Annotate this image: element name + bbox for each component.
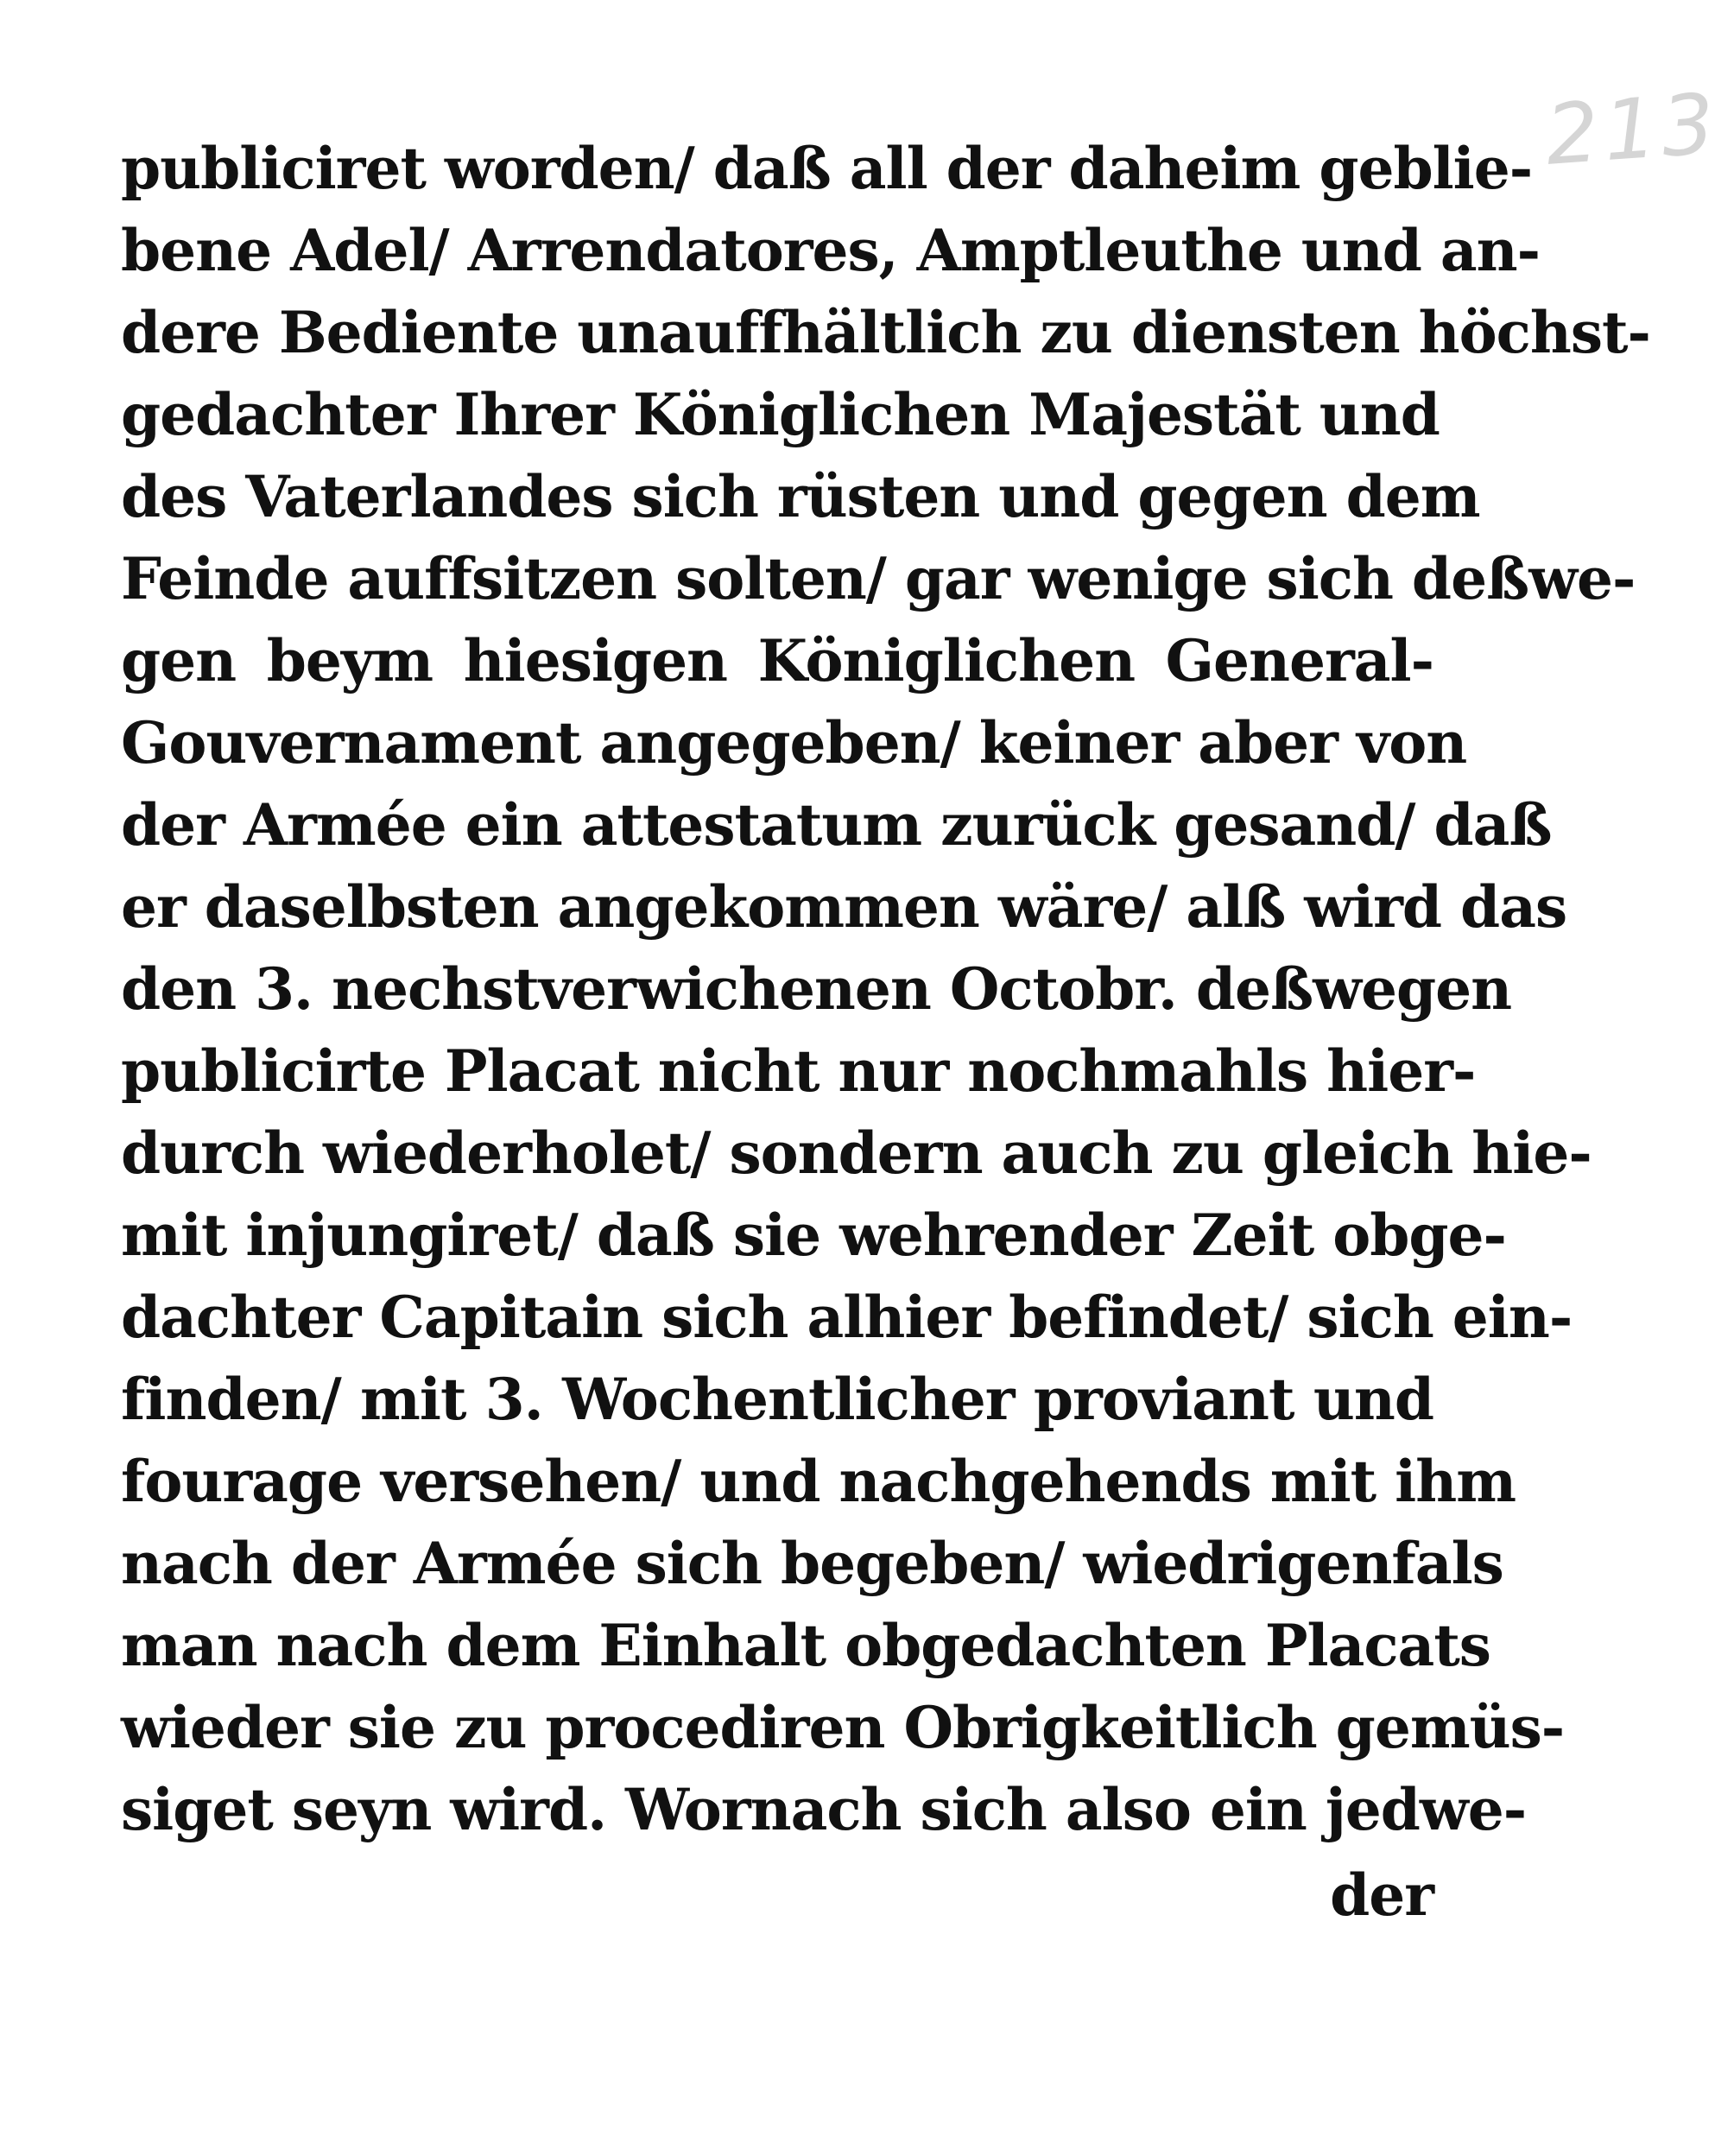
- text-line: wieder sie zu procediren Obrigkeitlich gemüs-: [121, 1694, 1565, 1761]
- text-line: siget seyn wird. Wornach sich also ein jedwe-: [121, 1776, 1527, 1843]
- folio-number: 213: [1542, 75, 1723, 184]
- text-line: nach der Armée sich begeben/ wiedrigenfals: [121, 1530, 1503, 1597]
- text-line: des Vaterlandes sich rüsten und gegen dem: [121, 463, 1480, 530]
- text-line: mit injungiret/ daß sie wehrender Zeit obge-: [121, 1202, 1506, 1269]
- text-line: publiciret worden/ daß all der daheim geblie-: [121, 135, 1533, 202]
- text-line: dere Bediente unauffhältlich zu diensten höchst-: [121, 299, 1650, 366]
- text-line: er daselbsten angekommen wäre/ alß wird das: [121, 873, 1567, 941]
- text-line: dachter Capitain sich alhier befindet/ sich ein-: [121, 1284, 1573, 1351]
- text-line: Feinde auffsitzen solten/ gar wenige sich deßwe-: [121, 545, 1636, 612]
- body-text: [121, 128, 1650, 1937]
- text-line: den 3. nechstverwichenen Octobr. deßwegen: [121, 955, 1512, 1023]
- text-line: finden/ mit 3. Wochentlicher proviant und: [121, 1366, 1433, 1433]
- catchword: der: [1330, 1861, 1433, 1929]
- text-line: fourage versehen/ und nachgehends mit ihm: [121, 1448, 1516, 1515]
- text-line: gen beym hiesigen Königlichen General-: [121, 627, 1433, 694]
- text-line: gedachter Ihrer Königlichen Majestät und: [121, 381, 1440, 448]
- text-line: bene Adel/ Arrendatores, Amptleuthe und an-: [121, 217, 1541, 284]
- text-line: man nach dem Einhalt obgedachten Placats: [121, 1612, 1490, 1679]
- text-line: durch wiederholet/ sondern auch zu gleich hie-: [121, 1119, 1592, 1187]
- text-line: publicirte Placat nicht nur nochmahls hier-: [121, 1037, 1476, 1105]
- text-line: Gouvernament angegeben/ keiner aber von: [121, 709, 1467, 777]
- text-line: der Armée ein attestatum zurück gesand/ daß: [121, 791, 1552, 859]
